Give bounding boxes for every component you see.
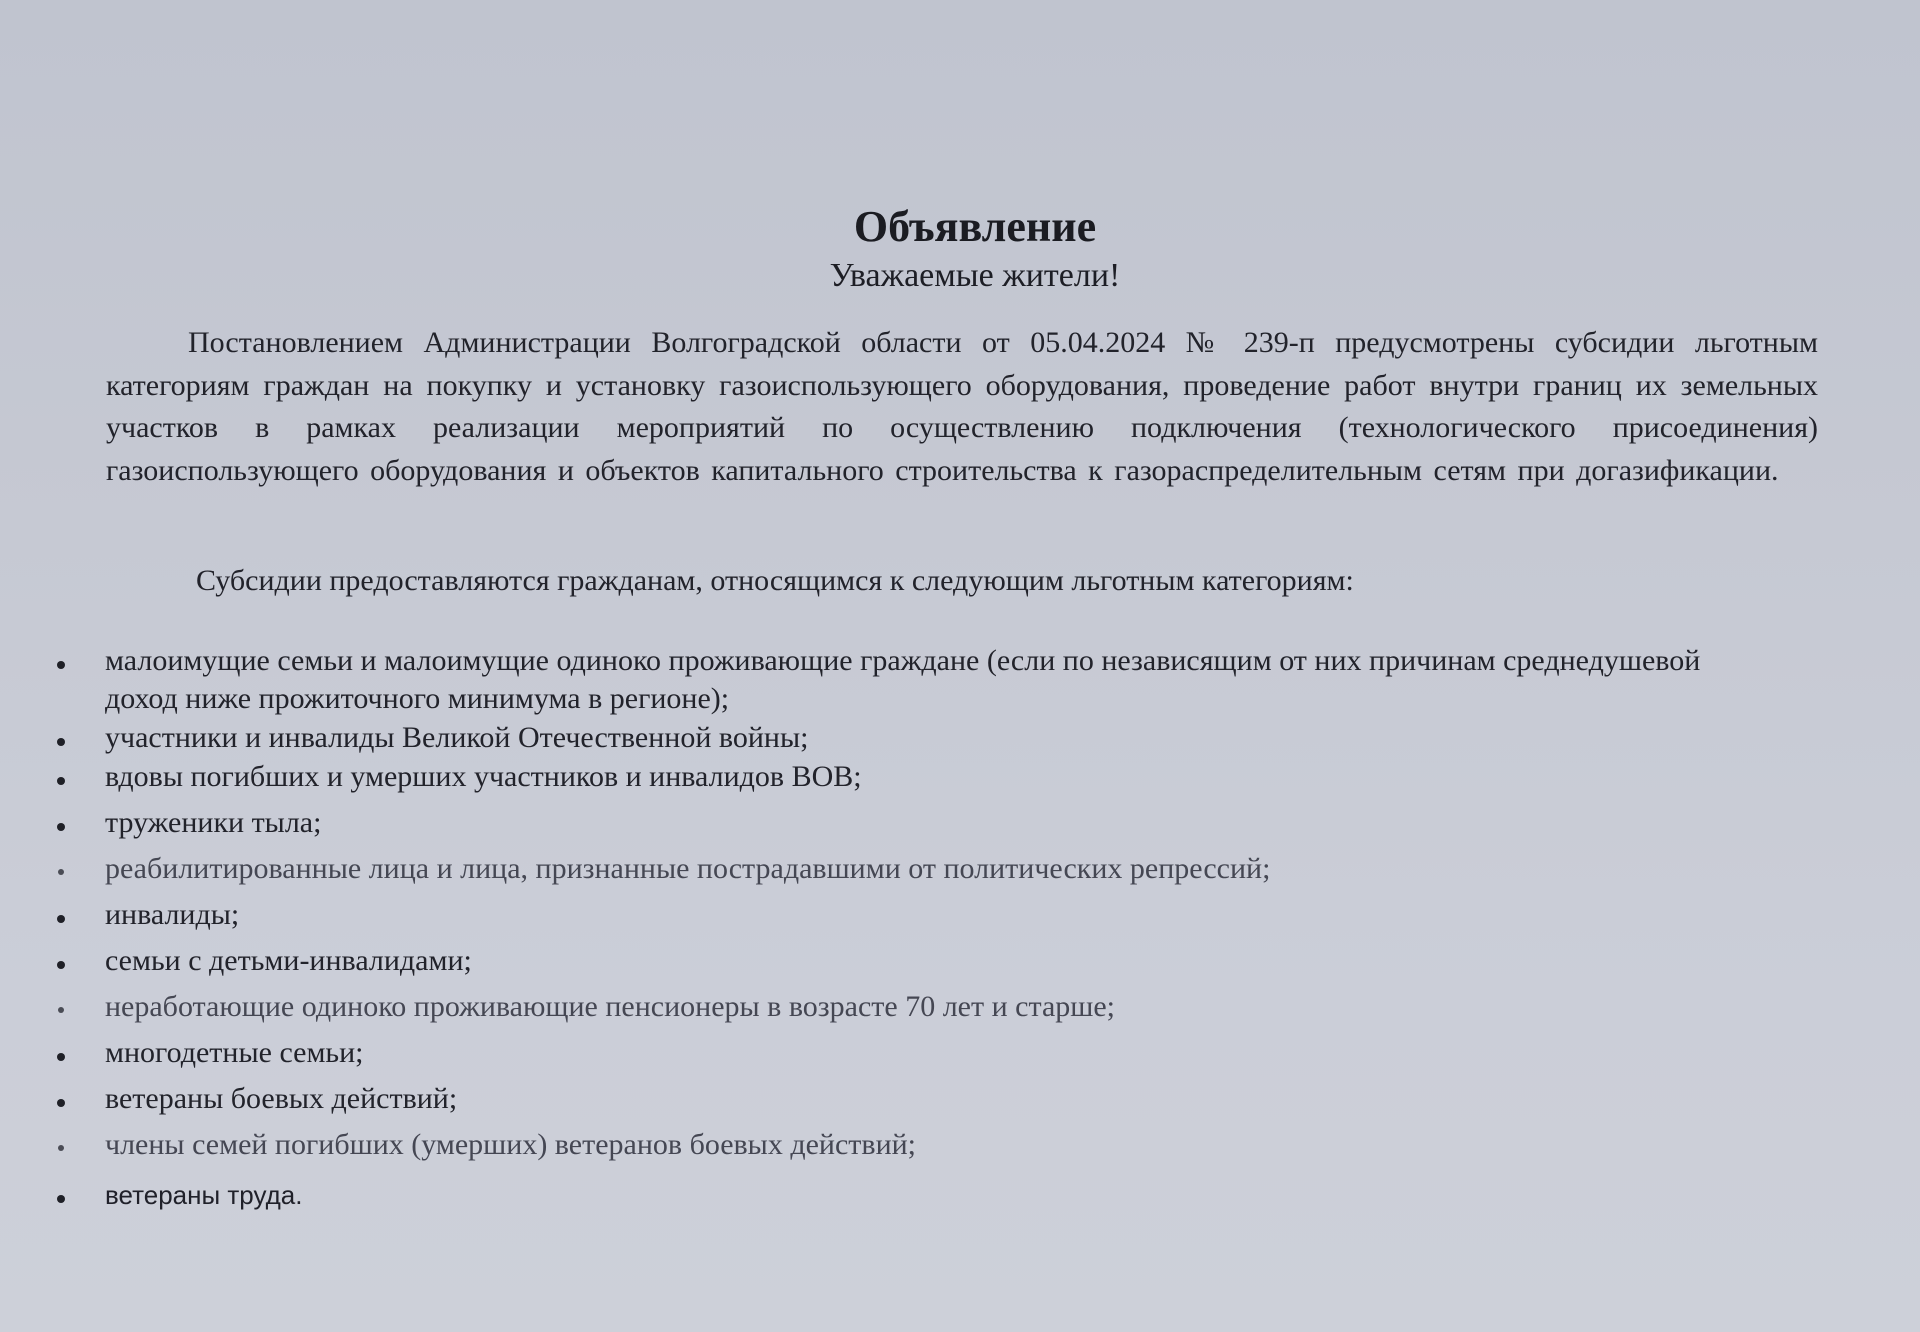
bullet-icon <box>57 1053 65 1061</box>
notice-title: Объявление <box>853 202 1097 252</box>
bullet-icon <box>57 777 65 785</box>
list-item <box>0 1126 1760 1164</box>
bullet-icon <box>58 1007 64 1013</box>
list-item-text: ветераны боевых действий; <box>105 1082 458 1115</box>
list-item-text: малоимущие семьи и малоимущие одиноко проживающие граждане (если по независящим от них причинам среднедушевой доход ниже прожиточного минимума в регионе); <box>105 644 1701 715</box>
list-item <box>0 804 1760 842</box>
list-item <box>0 642 1760 718</box>
list-item <box>0 850 1760 888</box>
bullet-icon <box>57 1195 65 1203</box>
list-item-text: вдовы погибших и умерших участников и инвалидов ВОВ; <box>105 760 862 793</box>
bullet-icon <box>57 915 65 923</box>
list-item-text: члены семей погибших (умерших) ветеранов боевых действий; <box>105 1128 917 1161</box>
notice-greeting: Уважаемые жители! <box>829 257 1121 294</box>
list-item-text: многодетные семьи; <box>105 1036 364 1069</box>
list-item-text: семьи с детьми-инвалидами; <box>105 944 472 977</box>
list-item <box>0 896 1760 934</box>
list-item-text: труженики тыла; <box>105 806 322 839</box>
list-item-text: неработающие одиноко проживающие пенсионеры в возрасте 70 лет и старше; <box>105 990 1116 1023</box>
bullet-icon <box>57 738 65 746</box>
bullet-icon <box>57 823 65 831</box>
benefit-categories-list <box>0 642 1760 1214</box>
list-item <box>0 1176 1760 1214</box>
bullet-icon <box>58 869 64 875</box>
bullet-icon <box>58 1145 64 1151</box>
bullet-icon <box>57 961 65 969</box>
list-item <box>0 758 1760 796</box>
list-item <box>0 719 1760 757</box>
list-item-text: инвалиды; <box>105 898 240 931</box>
list-item <box>0 988 1760 1026</box>
list-item-text: реабилитированные лица и лица, признанные пострадавшими от политических репрессий; <box>105 852 1271 885</box>
notice-paragraph: Постановлением Администрации Волгоградской области от 05.04.2024 № 239-п предусмотрены субсидии льготным категориям граждан на покупку и установку газоиспользующего оборудования, проведение работ внутри границ их земельных участков в рамках реализации мероприятий по осуществлению подключения (технологического присоединения) газоиспользующего оборудования и объектов капитального строительства к газораспределительным сетям при догазификации. <box>106 326 1818 487</box>
categories-intro: Субсидии предоставляются гражданам, относящимся к следующим льготным категориям: <box>196 564 1354 597</box>
list-item <box>0 1034 1760 1072</box>
list-item <box>0 942 1760 980</box>
bullet-icon <box>57 661 65 669</box>
bullet-icon <box>57 1099 65 1107</box>
list-item <box>0 1080 1760 1118</box>
list-item-text: ветераны труда. <box>105 1180 303 1210</box>
list-item-text: участники и инвалиды Великой Отечественной войны; <box>105 721 809 754</box>
